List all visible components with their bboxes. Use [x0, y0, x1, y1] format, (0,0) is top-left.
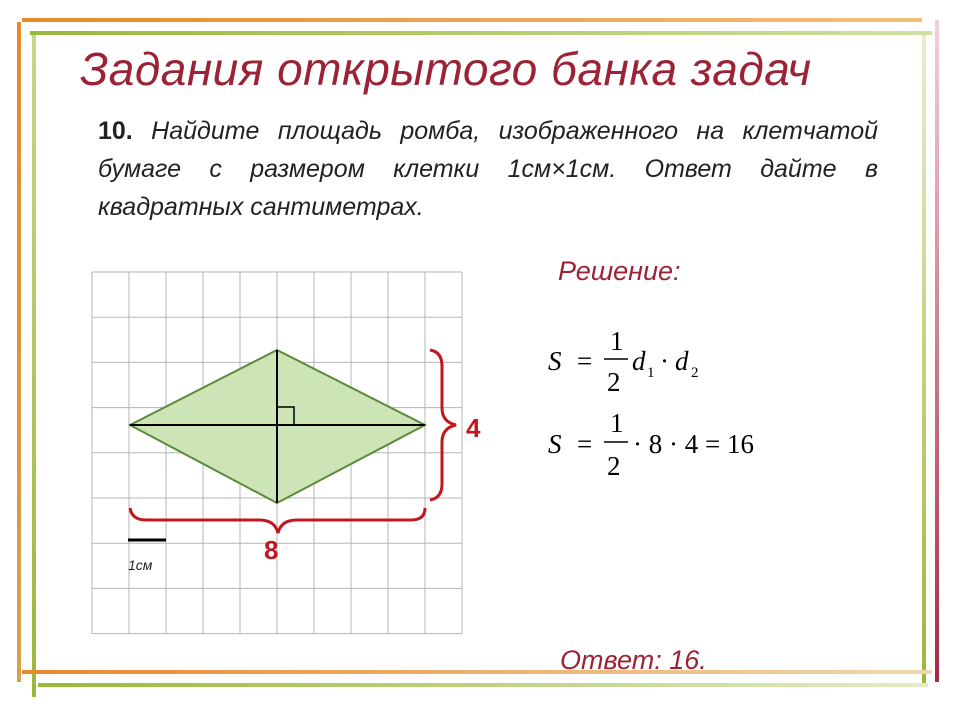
formula2-eq: = [577, 429, 593, 459]
problem-statement: Найдите площадь ромба, изображенного на клетчатой бумаге с размером клетки 1см×1см. Ответ дайте в квадратных сантиметрах. [98, 117, 878, 221]
formula1-den: 2 [607, 367, 621, 397]
answer-text: Ответ: 16. [560, 645, 707, 675]
page-title: Задания открытого банка задач [80, 43, 812, 95]
formula1-sub2: 2 [691, 365, 699, 381]
formula2-lhs: S [548, 429, 562, 459]
formula2-den: 2 [607, 451, 621, 481]
solution-heading: Решение: [558, 256, 681, 286]
formula2-rest: · 8 · 4 = 16 [633, 429, 754, 459]
formula1-num: 1 [610, 326, 624, 356]
vertical-diagonal-length: 4 [466, 413, 481, 443]
area-formula [548, 326, 699, 397]
area-calculation [548, 408, 754, 481]
problem-number: 10. [98, 117, 133, 145]
formula1-d2: d [675, 346, 689, 376]
formula1-sub1: 1 [647, 365, 655, 381]
unit-label: 1см [128, 557, 153, 573]
formula2-num: 1 [610, 408, 624, 438]
brace-vertical [430, 350, 456, 500]
formula1-eq: = [577, 346, 593, 376]
formula1-lhs: S [548, 346, 562, 376]
formula1-d1: d [632, 346, 646, 376]
horizontal-diagonal-length: 8 [264, 535, 279, 565]
formula1-dot: · [660, 346, 669, 376]
